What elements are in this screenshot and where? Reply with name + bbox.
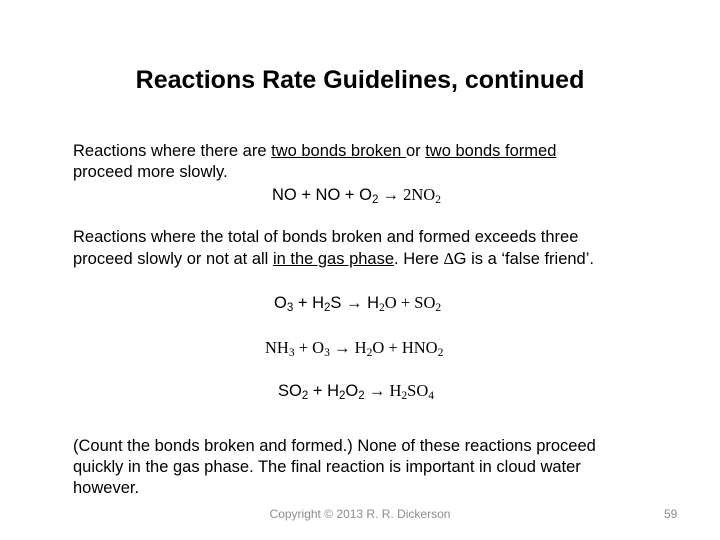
page-number: 59 [664, 507, 678, 521]
paragraph-line: proceed more slowly. [73, 163, 228, 181]
paragraph-line: proceed slowly or not at all in the gas phase. Here ∆G is a ‘false friend’. [73, 249, 594, 268]
equation-so2-peroxide: $SO_2 + H_2O_2 \to H_2SO_4$ [278, 381, 435, 402]
paragraph-two-bonds [73, 141, 556, 183]
paragraph-count-bonds [73, 436, 596, 499]
paragraph-total-bonds [73, 227, 594, 270]
equation-ozone-h2s: $O_3 + H_2S \to H_2O + SO_2$ [274, 293, 442, 314]
equation-ammonia-ozone: $NH_3 + O_3 \to H_2O + HNO_2$ [265, 338, 444, 359]
paragraph-line: (Count the bonds broken and formed.) None of these reactions proceed [73, 437, 596, 455]
paragraph-line: Reactions where there are two bonds broken or two bonds formed [73, 142, 557, 160]
slide-title: Reactions Rate Guidelines, continued [135, 66, 585, 94]
underlined-phrase: in the gas phase [272, 250, 395, 268]
copyright-footer: Copyright © 2013 R. R. Dickerson [269, 507, 451, 521]
paragraph-line: quickly in the gas phase. The final reaction is important in cloud water [73, 458, 581, 476]
underlined-phrase: two bonds formed [425, 142, 557, 160]
delta-symbol: ∆ [443, 249, 454, 268]
equation-no-oxidation: NO + NO + $O_2 \to 2NO_2$ [272, 185, 441, 206]
paragraph-line: Reactions where the total of bonds broken and formed exceeds three [73, 228, 579, 246]
paragraph-line: however. [73, 479, 140, 497]
underlined-phrase: two bonds broken [271, 142, 406, 160]
